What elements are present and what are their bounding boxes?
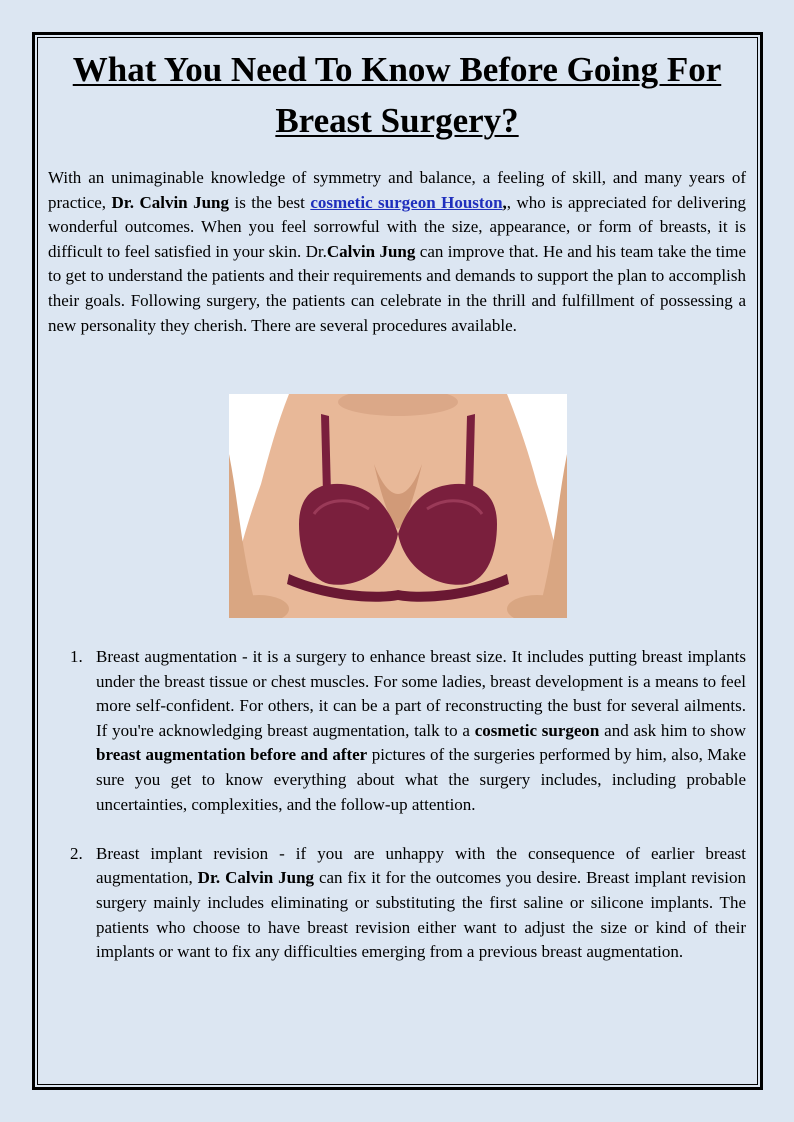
- bra-illustration: [229, 394, 567, 618]
- item-bold: cosmetic surgeon: [474, 720, 600, 740]
- doctor-name-bold-2: Calvin Jung: [326, 241, 416, 261]
- intro-text-2: is the best: [229, 192, 311, 212]
- intro-text-3: , who is appreciated for delivering wonderful outcomes. When you feel sorrowful with the size, appearance, or form of breasts, it is difficult to feel satisfied in your skin. Dr.: [48, 192, 746, 261]
- item-text: pictures of the surgeries performed by him, also, Make sure you get to know everything about what the surgery includes, including probable uncertainties, complexities, and the follow-up attention.: [96, 745, 746, 814]
- bra-photo: [229, 394, 567, 618]
- item-text: Breast augmentation - it is a surgery to enhance breast size. It includes putting breast implants under the breast tissue or chest muscles. For some ladies, breast development is a means to feel more self-confident. For others, it can be a part of reconstructing the bust for several ailments. If you're acknowledging breast augmentation, talk to a: [96, 647, 746, 740]
- item-text: Breast implant revision - if you are unhappy with the consequence of earlier breast augmentation,: [96, 843, 746, 888]
- procedure-list: [70, 645, 746, 965]
- item-bold: breast augmentation before and after: [96, 745, 368, 765]
- item-text: and ask him to show: [599, 720, 746, 740]
- document-body: [48, 44, 746, 338]
- item-bold: Dr. Calvin Jung: [197, 868, 315, 888]
- intro-text-4: can improve that. He and his team take the time to get to understand the patients and their requirements and demands to support the plan to accomplish their goals. Following surgery, the patients can celebrate in the thrill and fulfillment of possessing a new personality they cherish. There are several procedures available.: [48, 241, 746, 335]
- doctor-name-bold: Dr. Calvin Jung: [111, 192, 230, 212]
- list-item: [70, 645, 746, 817]
- list-number: 1.: [70, 647, 83, 666]
- intro-text-1: With an unimaginable knowledge of symmetry and balance, a feeling of skill, and many years of practice,: [48, 168, 746, 212]
- list-item: [70, 842, 746, 965]
- item-text: can fix it for the outcomes you desire. Breast implant revision surgery mainly includes eliminating or substituting the first saline or silicone implants. The patients who choose to have breast revision either want to adjust the size or kind of their implants or want to fix any difficulties emerging from a previous breast augmentation.: [96, 868, 746, 962]
- page-title: What You Need To Know Before Going For Breast Surgery?: [72, 50, 722, 140]
- intro-paragraph: With an unimaginable knowledge of symmetry and balance, a feeling of skill, and many years of practice, Dr. Calvin Jung is the best cosmetic surgeon Houston,, who is appreciated for delivering wonderful outcomes. When you feel sorrowful with the size, appearance, or form of breasts, it is difficult to feel satisfied in your skin. Dr.Calvin Jung can improve that. He and his team take the time to get to understand the patients and their requirements and demands to support the plan to accomplish their goals. Following surgery, the patients can celebrate in the thrill and fulfillment of possessing a new personality they cherish. There are several procedures available.: [48, 168, 746, 335]
- list-number: 2.: [70, 843, 83, 863]
- cosmetic-surgeon-link[interactable]: cosmetic surgeon Houston: [310, 192, 503, 212]
